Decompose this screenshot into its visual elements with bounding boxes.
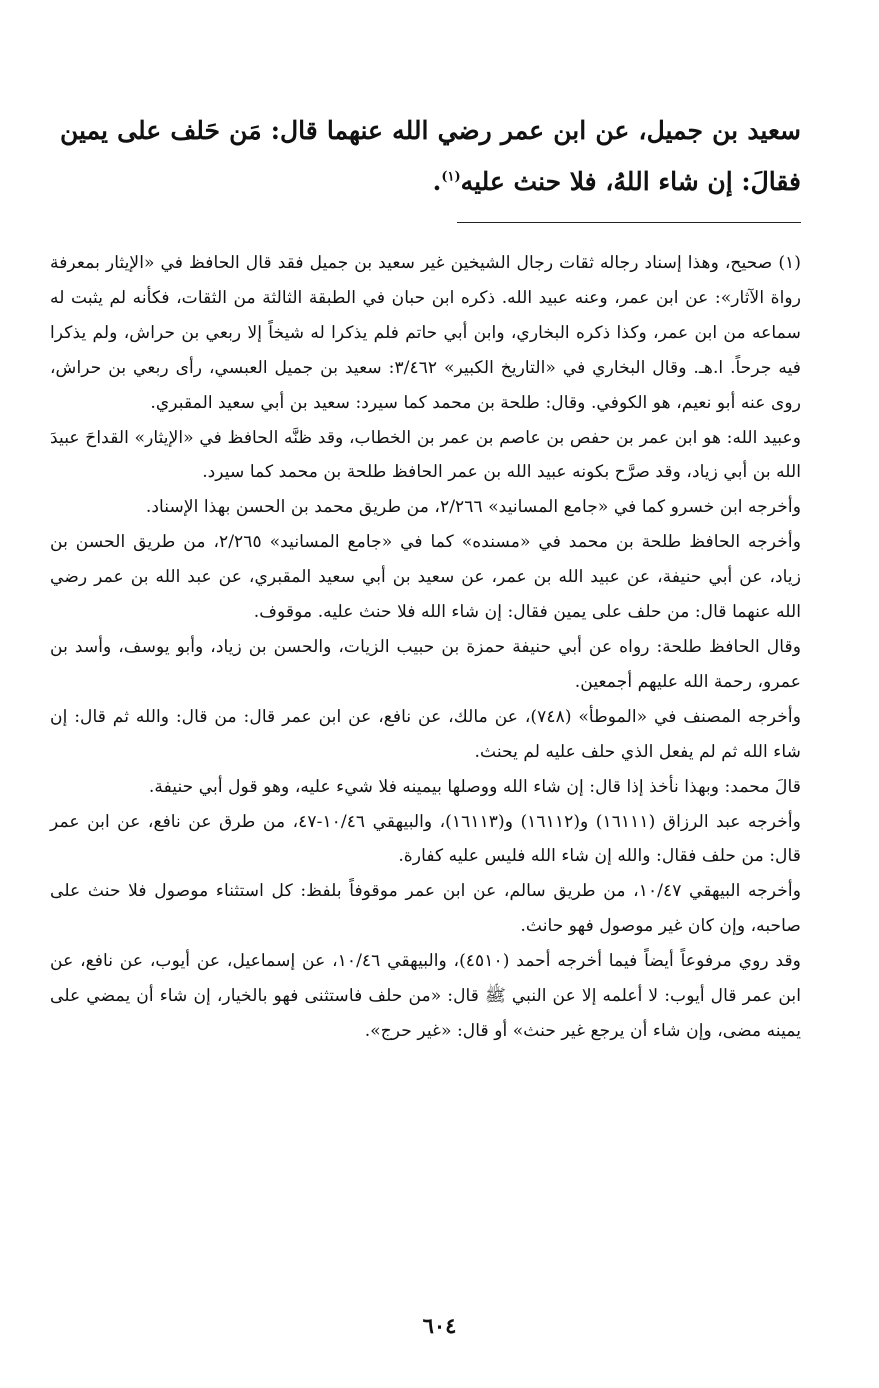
footnote-paragraph: وقد روي مرفوعاً أيضاً فيما أخرجه أحمد (٤٥١٠)، والبيهقي ١٠/٤٦، عن إسماعيل، عن أيوب، عن نافع، عن ابن عمر قال أيوب: لا أعلمه إلا عن النبي ﷺ قال: «من حلف فاستثنى فهو بالخيار، إن شاء أن يمضي على يمينه مضى، وإن شاء أن يرجع غير حنث» أو قال: «غير حرج». [50, 951, 801, 1041]
footnote-paragraph: وأخرجه الحافظ طلحة بن محمد في «مسنده» كما في «جامع المسانيد» ٢/٢٦٥، من طريق الحسن بن زياد، عن أبي حنيفة، عن عبيد الله بن عمر، عن سعيد بن أبي سعيد المقبري، عن عبد الله بن عمر رضي الله عنهما قال: من حلف على يمين فقال: إن شاء الله فلا حنث عليه. موقوف. [50, 532, 801, 623]
footnote-separator [457, 222, 801, 223]
footnote-paragraph: قالَ محمد: وبهذا نأخذ إذا قال: إن شاء الله ووصلها بيمينه فلا شيء عليه، وهو قول أبي حنيفة. [148, 776, 801, 797]
page-number: ٦٠٤ [422, 1313, 457, 1338]
footnote-paragraph: وقال الحافظ طلحة: رواه عن أبي حنيفة حمزة بن حبيب الزيات، والحسن بن زياد، وأبو يوسف، وأسد بن عمرو، رحمة الله عليهم أجمعين. [50, 636, 801, 692]
footnote-paragraph: وأخرجه ابن خسرو كما في «جامع المسانيد» ٢/٢٦٦، من طريق محمد بن الحسن بهذا الإسناد. [145, 497, 801, 518]
main-text-end: . [432, 167, 442, 196]
footnote-reference[interactable]: (١) [441, 169, 461, 185]
footnote-paragraph: (١) صحيح، وهذا إسناد رجاله ثقات رجال الشيخين غير سعيد بن جميل فقد قال الحافظ في «الإيثار بمعرفة رواة الآثار»: عن ابن عمر، وعنه عبيد الله. ذكره ابن حبان في الطبقة الثالثة من الثقات، فكأنه لم يثبت له سماعه من ابن عمر، وكذا ذكره البخاري، وابن أبي حاتم فلم يذكرا له شيخاً إلا ربعي بن حراش، ولم يذكرا فيه جرحاً. ا.هـ. وقال البخاري في «التاريخ الكبير» ٣/٤٦٢: سعيد بن جميل العبسي، رأى ربعي بن حراش، روى عنه أبو نعيم، هو الكوفي. وقال: طلحة بن محمد كما سيرد: سعيد بن أبي سعيد المقبري. [50, 253, 801, 413]
footnote-paragraph: وأخرجه البيهقي ١٠/٤٧، من طريق سالم، عن ابن عمر موقوفاً بلفظ: كل استثناء موصول فلا حنث على صاحبه، وإن كان غير موصول فهو حانث. [50, 881, 801, 937]
footnotes [50, 246, 801, 1049]
footnote-paragraph: وعبيد الله: هو ابن عمر بن حفص بن عاصم بن عمر بن الخطاب، وقد ظنَّه الحافظ في «الإيثار» القداحَ عبيدَ الله بن أبي زياد، وقد صرَّح بكونه عبيد الله بن عمر الحافظ طلحة بن محمد كما سيرد. [50, 427, 801, 483]
main-text-body: سعيد بن جميل، عن ابن عمر رضي الله عنهما قال: مَن حَلف على يمين فقالَ: إن شاء اللهُ، فلا حنث عليه [60, 116, 801, 196]
footnote-paragraph: وأخرجه عبد الرزاق (١٦١١١) و(١٦١١٢) و(١٦١١٣)، والبيهقي ١٠/٤٦-٤٧، من طرق عن نافع، عن ابن عمر قال: من حلف فقال: والله إن شاء الله فليس عليه كفارة. [50, 811, 801, 867]
main-text [60, 105, 801, 207]
footnote-paragraph: وأخرجه المصنف في «الموطأ» (٧٤٨)، عن مالك، عن نافع، عن ابن عمر قال: من قال: والله ثم قال: إن شاء الله ثم لم يفعل الذي حلف عليه لم يحنث. [50, 706, 801, 762]
